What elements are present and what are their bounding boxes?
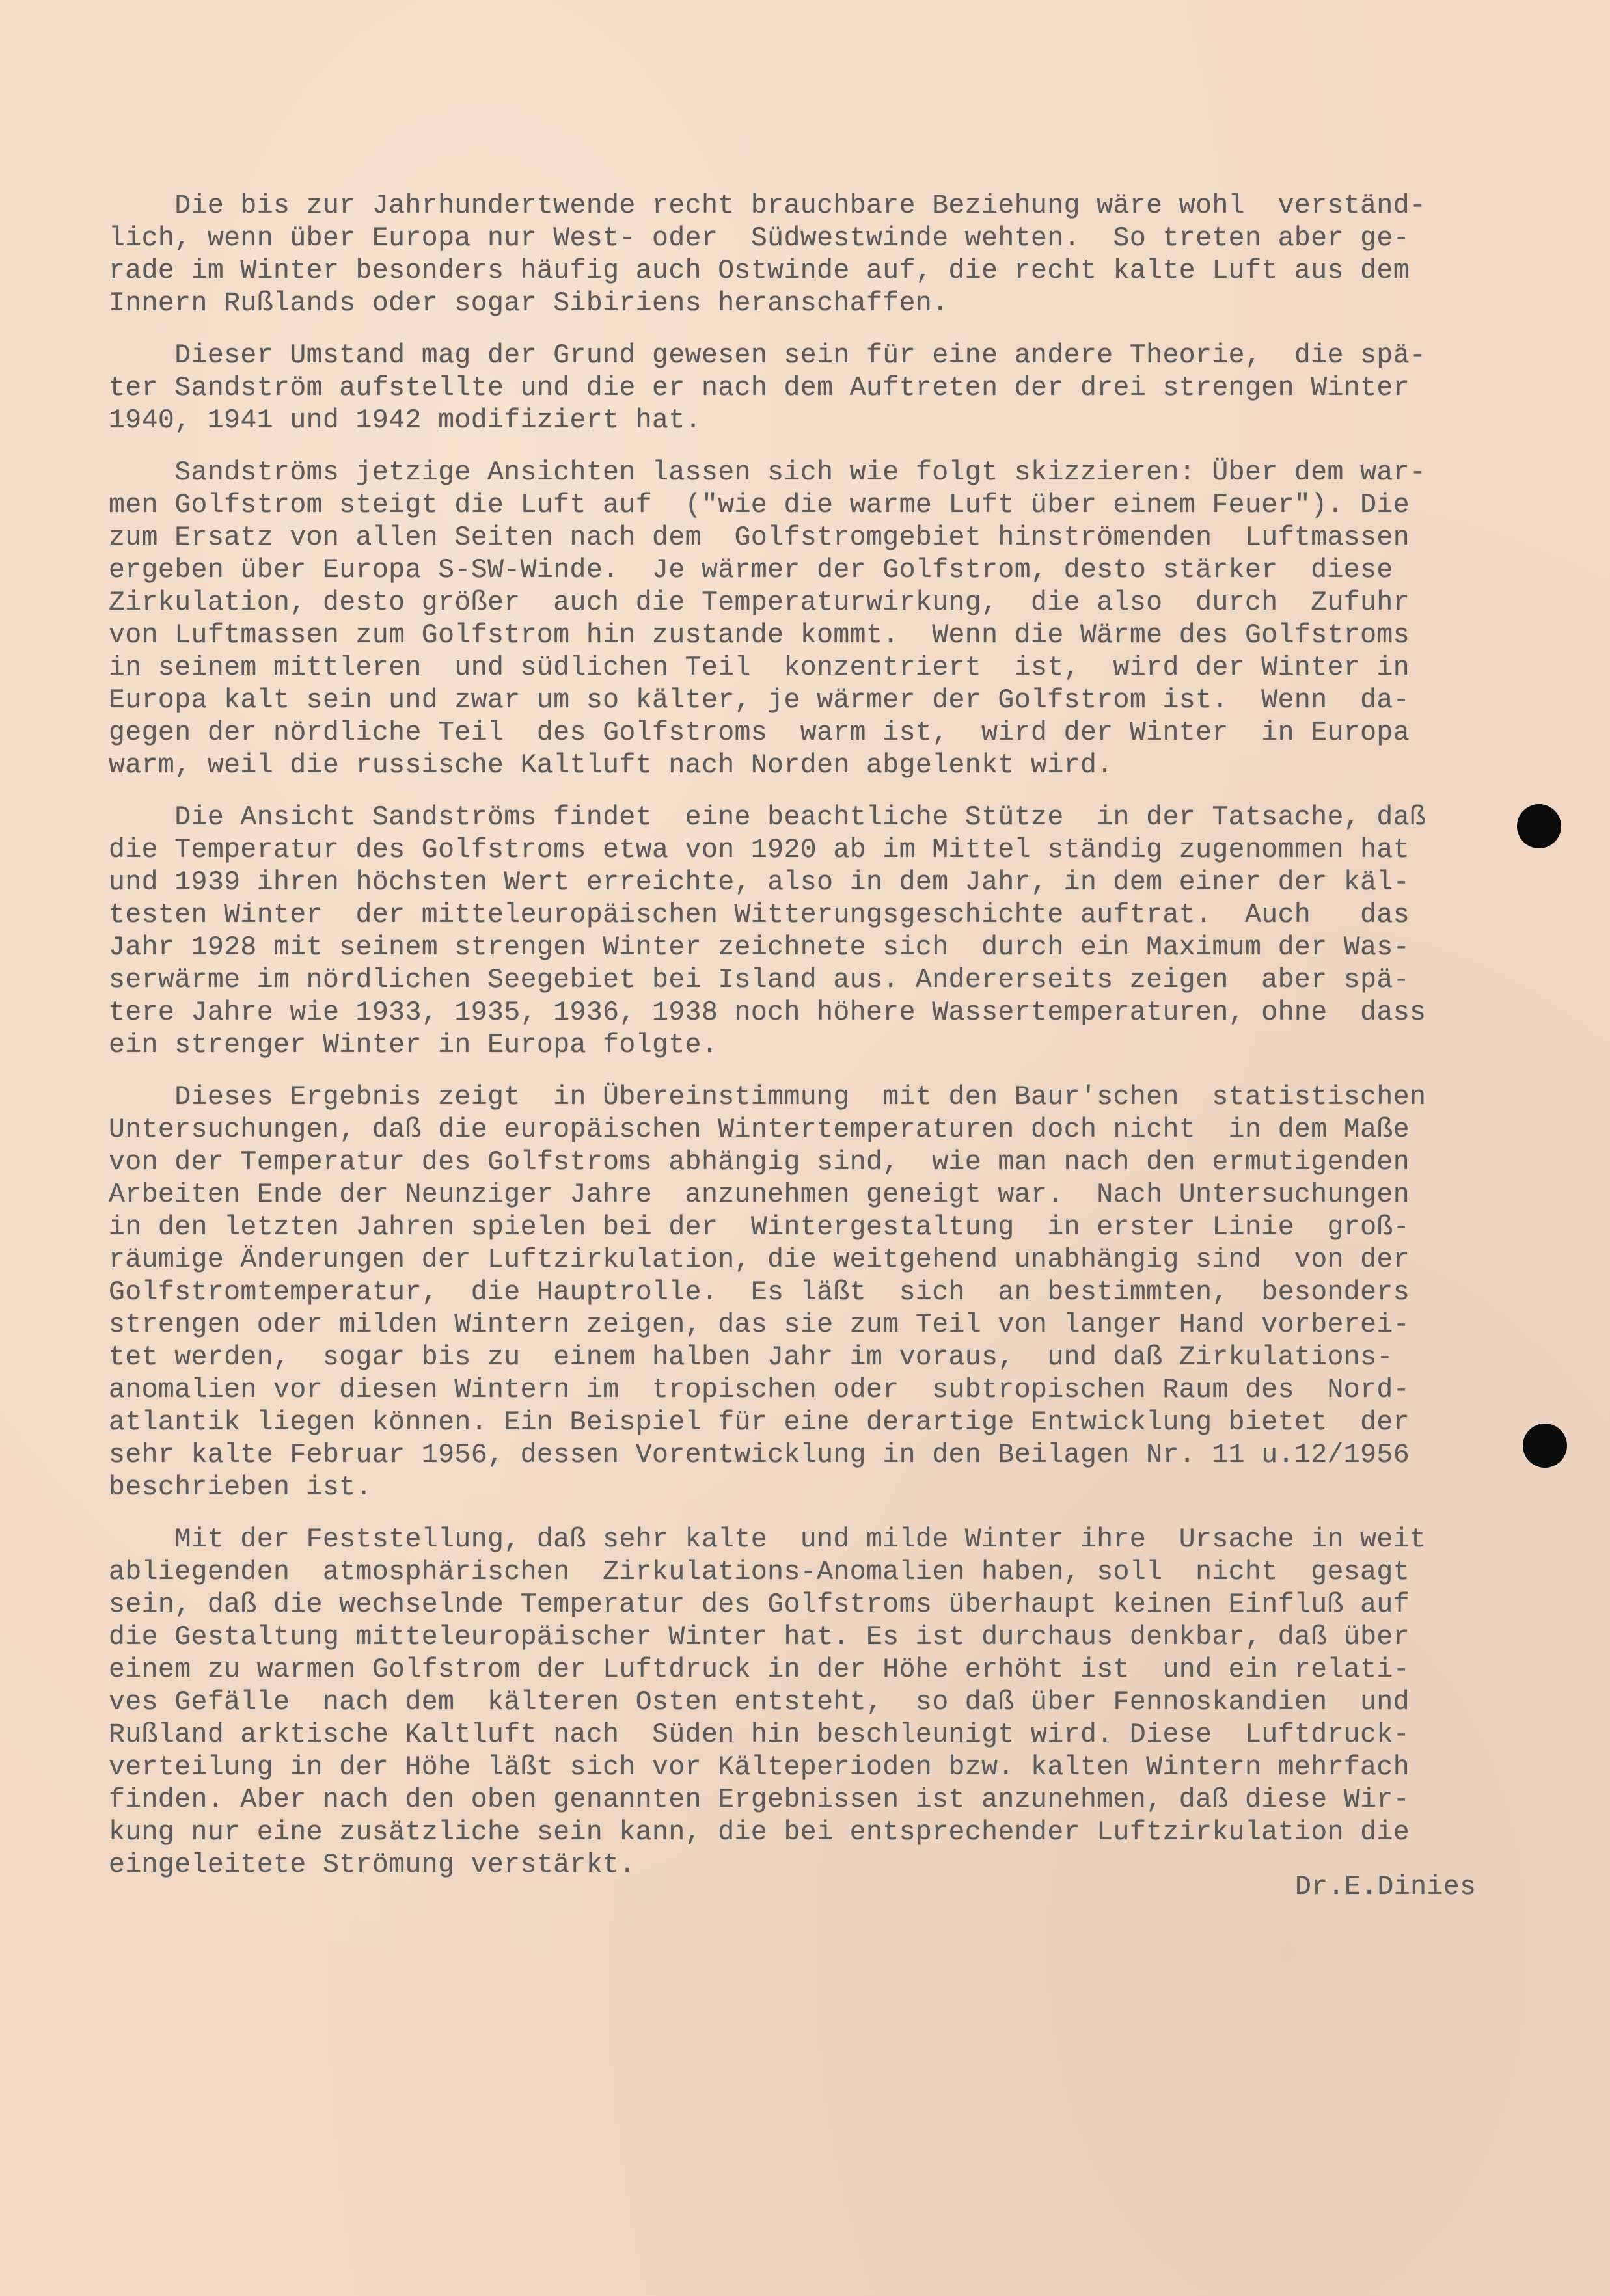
paragraph-5: [109, 1081, 1508, 1504]
text-line: verteilung in der Höhe läßt sich vor Kälteperioden bzw. kalten Wintern mehrfach: [109, 1752, 1410, 1783]
text-line: warm, weil die russische Kaltluft nach Norden abgelenkt wird.: [109, 750, 1113, 781]
text-line: beschrieben ist.: [109, 1472, 372, 1503]
text-line: Golfstromtemperatur, die Hauptrolle. Es läßt sich an bestimmten, besonders: [109, 1277, 1410, 1308]
text-line: räumige Änderungen der Luftzirkulation, die weitgehend unabhängig sind von der: [109, 1245, 1410, 1275]
text-line: die Gestaltung mitteleuropäischer Winter hat. Es ist durchaus denkbar, daß über: [109, 1622, 1410, 1653]
text-line: finden. Aber nach den oben genannten Ergebnissen ist anzunehmen, daß diese Wir-: [109, 1785, 1410, 1815]
text-line: lich, wenn über Europa nur West- oder Südwestwinde wehten. So treten aber ge-: [109, 223, 1410, 254]
author-signature: Dr.E.Dinies: [1295, 1872, 1477, 1902]
text-line: Rußland arktische Kaltluft nach Süden hin beschleunigt wird. Diese Luftdruck-: [109, 1720, 1410, 1750]
text-line: ein strenger Winter in Europa folgte.: [109, 1030, 718, 1060]
text-line: sein, daß die wechselnde Temperatur des Golfstroms überhaupt keinen Einfluß auf: [109, 1589, 1410, 1620]
punch-hole-icon: [1517, 804, 1561, 848]
text-line: und 1939 ihren höchsten Wert erreichte, also in dem Jahr, in dem einer der käl-: [109, 867, 1410, 898]
text-line: Mit der Feststellung, daß sehr kalte und milde Winter ihre Ursache in weit: [109, 1524, 1426, 1555]
text-line: serwärme im nördlichen Seegebiet bei Island aus. Andererseits zeigen aber spä-: [109, 965, 1410, 995]
text-line: von Luftmassen zum Golfstrom hin zustande kommt. Wenn die Wärme des Golfstroms: [109, 620, 1410, 651]
text-line: kung nur eine zusätzliche sein kann, die bei entsprechender Luftzirkulation die: [109, 1817, 1410, 1848]
text-line: in seinem mittleren und südlichen Teil konzentriert ist, wird der Winter in: [109, 653, 1410, 683]
paragraph-4: [109, 802, 1508, 1062]
text-line: anomalien vor diesen Wintern im tropischen oder subtropischen Raum des Nord-: [109, 1375, 1410, 1405]
paragraph-3: [109, 457, 1508, 782]
text-line: Dieses Ergebnis zeigt in Übereinstimmung mit den Baur'schen statistischen: [109, 1082, 1426, 1113]
text-line: rade im Winter besonders häufig auch Ostwinde auf, die recht kalte Luft aus dem: [109, 256, 1410, 286]
text-line: atlantik liegen können. Ein Beispiel für eine derartige Entwicklung bietet der: [109, 1407, 1410, 1438]
text-line: tere Jahre wie 1933, 1935, 1936, 1938 noch höhere Wassertemperaturen, ohne dass: [109, 997, 1426, 1028]
text-line: men Golfstrom steigt die Luft auf ("wie die warme Luft über einem Feuer"). Die: [109, 490, 1410, 520]
text-line: testen Winter der mitteleuropäischen Witterungsgeschichte auftrat. Auch das: [109, 900, 1410, 930]
text-line: die Temperatur des Golfstroms etwa von 1920 ab im Mittel ständig zugenommen hat: [109, 835, 1410, 865]
text-line: Zirkulation, desto größer auch die Temperaturwirkung, die also durch Zufuhr: [109, 588, 1410, 618]
text-line: ergeben über Europa S-SW-Winde. Je wärmer der Golfstrom, desto stärker diese: [109, 555, 1393, 586]
text-line: abliegenden atmosphärischen Zirkulations-Anomalien haben, soll nicht gesagt: [109, 1557, 1410, 1587]
document-body: [109, 190, 1508, 1901]
text-line: strengen oder milden Wintern zeigen, das sie zum Teil von langer Hand vorberei-: [109, 1310, 1410, 1340]
paragraph-6: [109, 1524, 1508, 1882]
text-line: sehr kalte Februar 1956, dessen Vorentwicklung in den Beilagen Nr. 11 u.12/1956: [109, 1440, 1410, 1470]
text-line: 1940, 1941 und 1942 modifiziert hat.: [109, 405, 702, 436]
text-line: zum Ersatz von allen Seiten nach dem Golfstromgebiet hinströmenden Luftmassen: [109, 522, 1410, 553]
punch-hole-icon: [1523, 1424, 1567, 1468]
text-line: Innern Rußlands oder sogar Sibiriens heranschaffen.: [109, 288, 949, 319]
text-line: Europa kalt sein und zwar um so kälter, je wärmer der Golfstrom ist. Wenn da-: [109, 685, 1410, 716]
text-line: Die bis zur Jahrhundertwende recht brauchbare Beziehung wäre wohl verständ-: [109, 191, 1426, 221]
text-line: gegen der nördliche Teil des Golfstroms warm ist, wird der Winter in Europa: [109, 718, 1410, 748]
text-line: Die Ansicht Sandströms findet eine beachtliche Stütze in der Tatsache, daß: [109, 802, 1426, 833]
text-line: von der Temperatur des Golfstroms abhängig sind, wie man nach den ermutigenden: [109, 1147, 1410, 1178]
text-line: Jahr 1928 mit seinem strengen Winter zeichnete sich durch ein Maximum der Was-: [109, 932, 1410, 963]
text-line: Sandströms jetzige Ansichten lassen sich wie folgt skizzieren: Über dem war-: [109, 457, 1426, 488]
text-line: eingeleitete Strömung verstärkt.: [109, 1850, 636, 1880]
text-line: einem zu warmen Golfstrom der Luftdruck in der Höhe erhöht ist und ein relati-: [109, 1654, 1410, 1685]
text-line: ves Gefälle nach dem kälteren Osten entsteht, so daß über Fennoskandien und: [109, 1687, 1410, 1718]
text-line: Arbeiten Ende der Neunziger Jahre anzunehmen geneigt war. Nach Untersuchungen: [109, 1180, 1410, 1210]
text-line: Untersuchungen, daß die europäischen Wintertemperaturen doch nicht in dem Maße: [109, 1114, 1410, 1145]
text-line: ter Sandström aufstellte und die er nach dem Auftreten der drei strengen Winter: [109, 373, 1410, 403]
text-line: tet werden, sogar bis zu einem halben Jahr im voraus, und daß Zirkulations-: [109, 1342, 1393, 1373]
text-line: Dieser Umstand mag der Grund gewesen sein für eine andere Theorie, die spä-: [109, 340, 1426, 371]
text-line: in den letzten Jahren spielen bei der Wintergestaltung in erster Linie groß-: [109, 1212, 1410, 1243]
paragraph-1: [109, 190, 1508, 320]
paragraph-2: [109, 340, 1508, 437]
